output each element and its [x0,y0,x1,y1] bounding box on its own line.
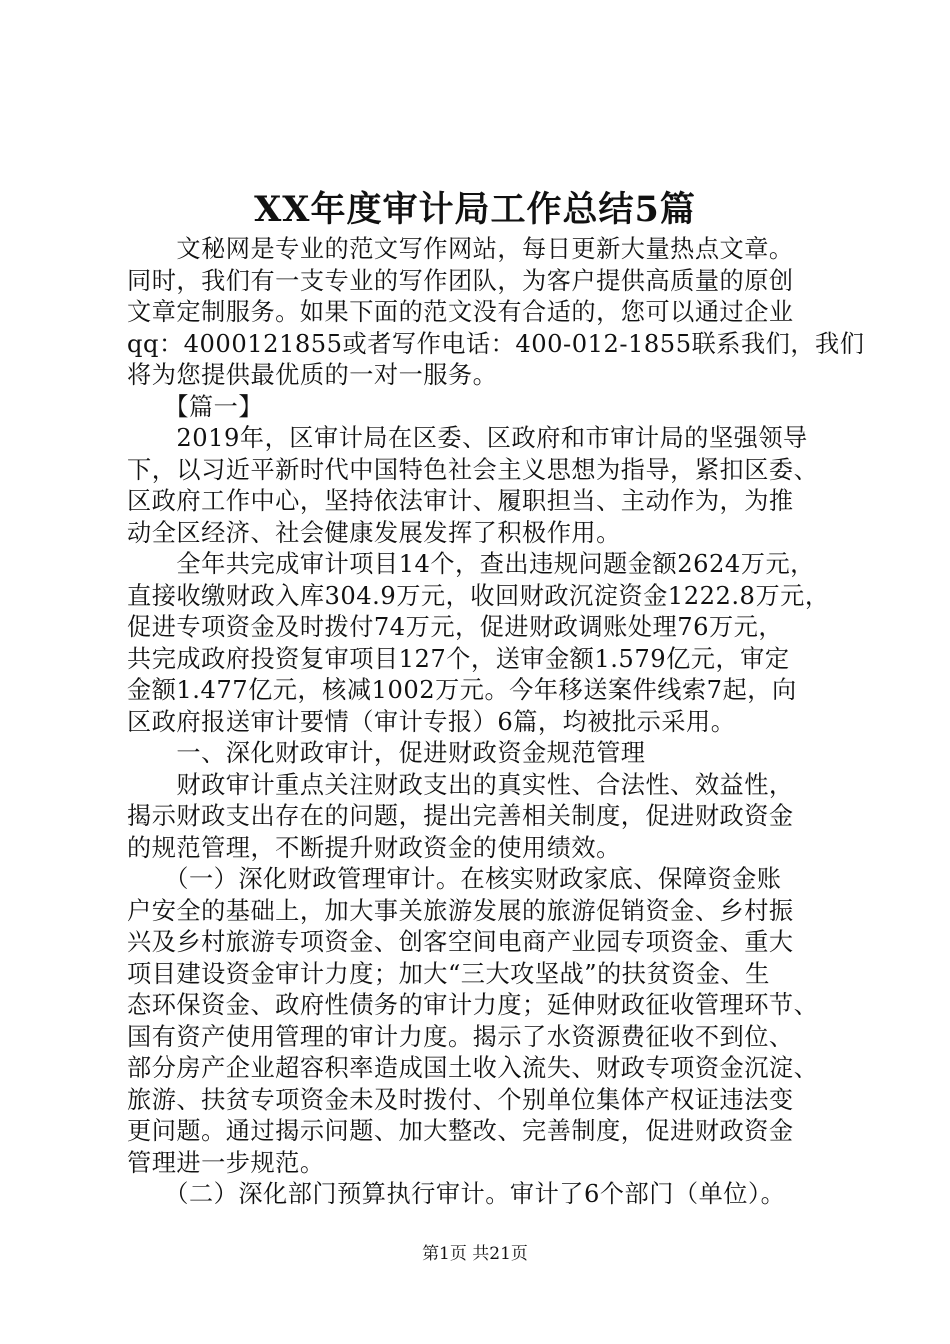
body-line: 区政府工作中心，坚持依法审计、履职担当、主动作为，为推 [127,487,794,515]
body-line: qq：4000121855或者写作电话：400-012-1855联系我们，我们 [127,329,865,358]
body-line: 兴及乡村旅游专项资金、创客空间电商产业园专项资金、重大 [127,928,794,956]
section-heading: 【篇一】 [127,392,264,421]
body-line: 项目建设资金审计力度；加大“三大攻坚战”的扶贫资金、生 [127,959,770,988]
subsection-heading: 一、深化财政审计，促进财政资金规范管理 [127,739,646,767]
body-line: 管理进一步规范。 [127,1148,325,1177]
body-line: 旅游、扶贫专项资金未及时拨付、个别单位集体产权证违法变 [127,1085,794,1114]
body-line: 共完成政府投资复审项目127个，送审金额1.579亿元，审定 [127,644,790,673]
body-line: （二）深化部门预算执行审计。审计了6个部门（单位）。 [127,1180,786,1208]
body-line: 全年共完成审计项目14个，查出违规问题金额2624万元， [127,550,815,578]
document-body [127,234,865,1211]
body-line: 文秘网是专业的范文写作网站，每日更新大量热点文章。 [127,235,794,263]
body-line: 促进专项资金及时拨付74万元，促进财政调账处理76万元， [127,613,784,641]
body-line: 区政府报送审计要情（审计专报）6篇，均被批示采用。 [127,707,736,736]
body-line: 财政审计重点关注财政支出的真实性、合法性、效益性， [127,770,794,799]
body-line: 文章定制服务。如果下面的范文没有合适的，您可以通过企业 [127,298,794,326]
body-line: 态环保资金、政府性债务的审计力度；延伸财政征收管理环节、 [127,991,819,1019]
body-line: 金额1.477亿元，核减1002万元。今年移送案件线索7起，向 [127,676,797,704]
body-line: 同时，我们有一支专业的写作团队，为客户提供高质量的原创 [127,266,794,295]
body-line: 2019年，区审计局在区委、区政府和市审计局的坚强领导 [127,424,808,452]
body-line: 揭示财政支出存在的问题，提出完善相关制度，促进财政资金 [127,802,794,830]
body-line: 将为您提供最优质的一对一服务。 [127,361,498,389]
body-line: 下，以习近平新时代中国特色社会主义思想为指导，紧扣区委、 [127,455,819,484]
body-line: 的规范管理，不断提升财政资金的使用绩效。 [127,833,621,862]
body-line: 更问题。通过揭示问题、加大整改、完善制度，促进财政资金 [127,1117,794,1145]
body-line: 直接收缴财政入库304.9万元，收回财政沉淀资金1222.8万元， [127,581,830,610]
body-line: 户安全的基础上，加大事关旅游发展的旅游促销资金、乡村振 [127,896,794,925]
body-line: 部分房产企业超容积率造成国土收入流失、财政专项资金沉淀、 [127,1054,819,1082]
body-line: （一）深化财政管理审计。在核实财政家底、保障资金账 [127,865,782,893]
document-title: XX年度审计局工作总结5篇 [254,189,696,230]
page-footer: 第1页 共21页 [422,1244,528,1264]
body-line: 动全区经济、社会健康发展发挥了积极作用。 [127,518,621,547]
body-line: 国有资产使用管理的审计力度。揭示了水资源费征收不到位、 [127,1022,794,1051]
